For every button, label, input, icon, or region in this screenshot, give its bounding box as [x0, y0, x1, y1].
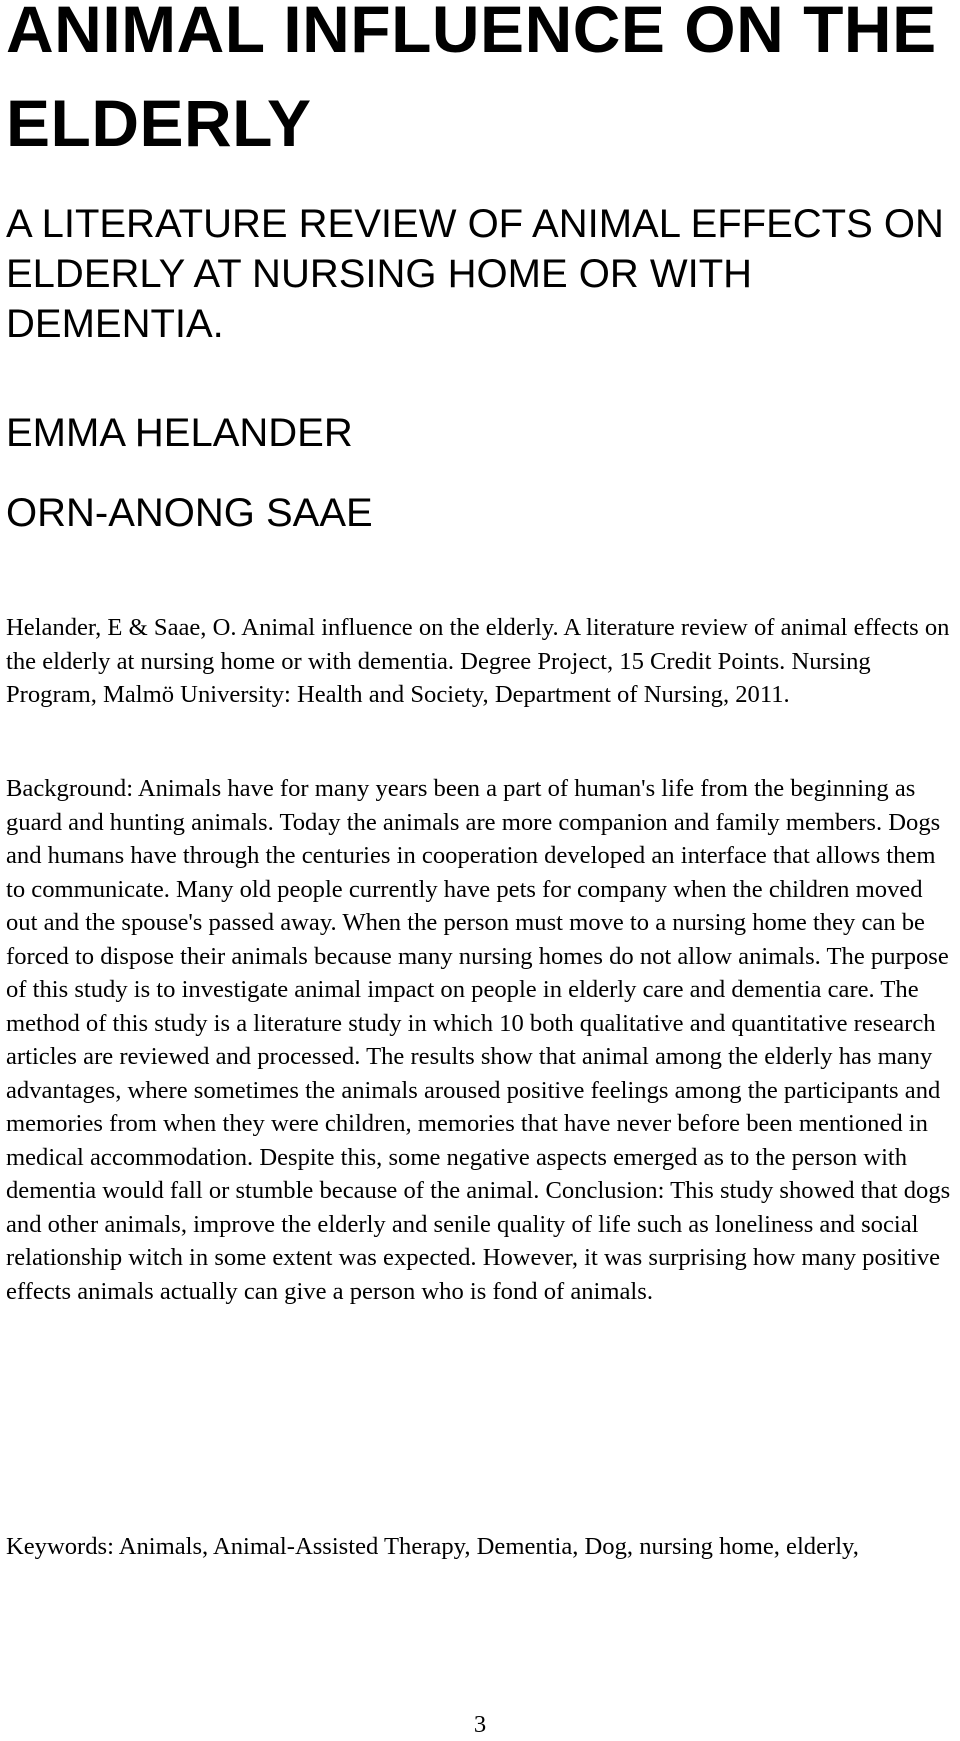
document-subtitle: A LITERATURE REVIEW OF ANIMAL EFFECTS ON ELDERLY AT NURSING HOME OR WITH DEMENTIA.: [6, 202, 944, 346]
keywords-paragraph: Keywords: Animals, Animal-Assisted Therapy, Dementia, Dog, nursing home, elderly,: [6, 1533, 859, 1560]
citation-paragraph: Helander, E & Saae, O. Animal influence on the elderly. A literature review of animal effects on the elderly at nursing home or with dementia. Degree Project, 15 Credit Points. Nursing Program, Malmö University: Health and Society, Department of Nursing, 2011.: [6, 614, 950, 708]
document-title: ANIMAL INFLUENCE ON THE ELDERLY: [6, 0, 937, 160]
author-name: ORN-ANONG SAAE: [6, 491, 373, 535]
author-name: EMMA HELANDER: [6, 411, 353, 455]
page-number: 3: [473, 1711, 487, 1738]
document-page: [6, 0, 954, 1740]
abstract-paragraph: Background: Animals have for many years been a part of human's life from the beginning as guard and hunting animals. Today the animals are more companion and family members. Dogs and humans have through the centuries in cooperation developed an interface that allows them to communicate. Many old people currently have pets for company when the children moved out and the spouse's passed away. When the person must move to a nursing home they can be forced to dispose their animals because many nursing homes do not allow animals. The purpose of this study is to investigate animal impact on people in elderly care and dementia care. The method of this study is a literature study in which 10 both qualitative and quantitative research articles are reviewed and processed. The results show that animal among the elderly has many advantages, where sometimes the animals aroused positive feelings among the participants and memories from when they were children, memories that have never before been mentioned in medical accommodation. Despite this, some negative aspects emerged as to the person with dementia would fall or stumble because of the animal. Conclusion: This study showed that dogs and other animals, improve the elderly and senile quality of life such as loneliness and social relationship witch in some extent was expected. However, it was surprising how many positive effects animals actually can give a person who is fond of animals.: [6, 775, 951, 1305]
